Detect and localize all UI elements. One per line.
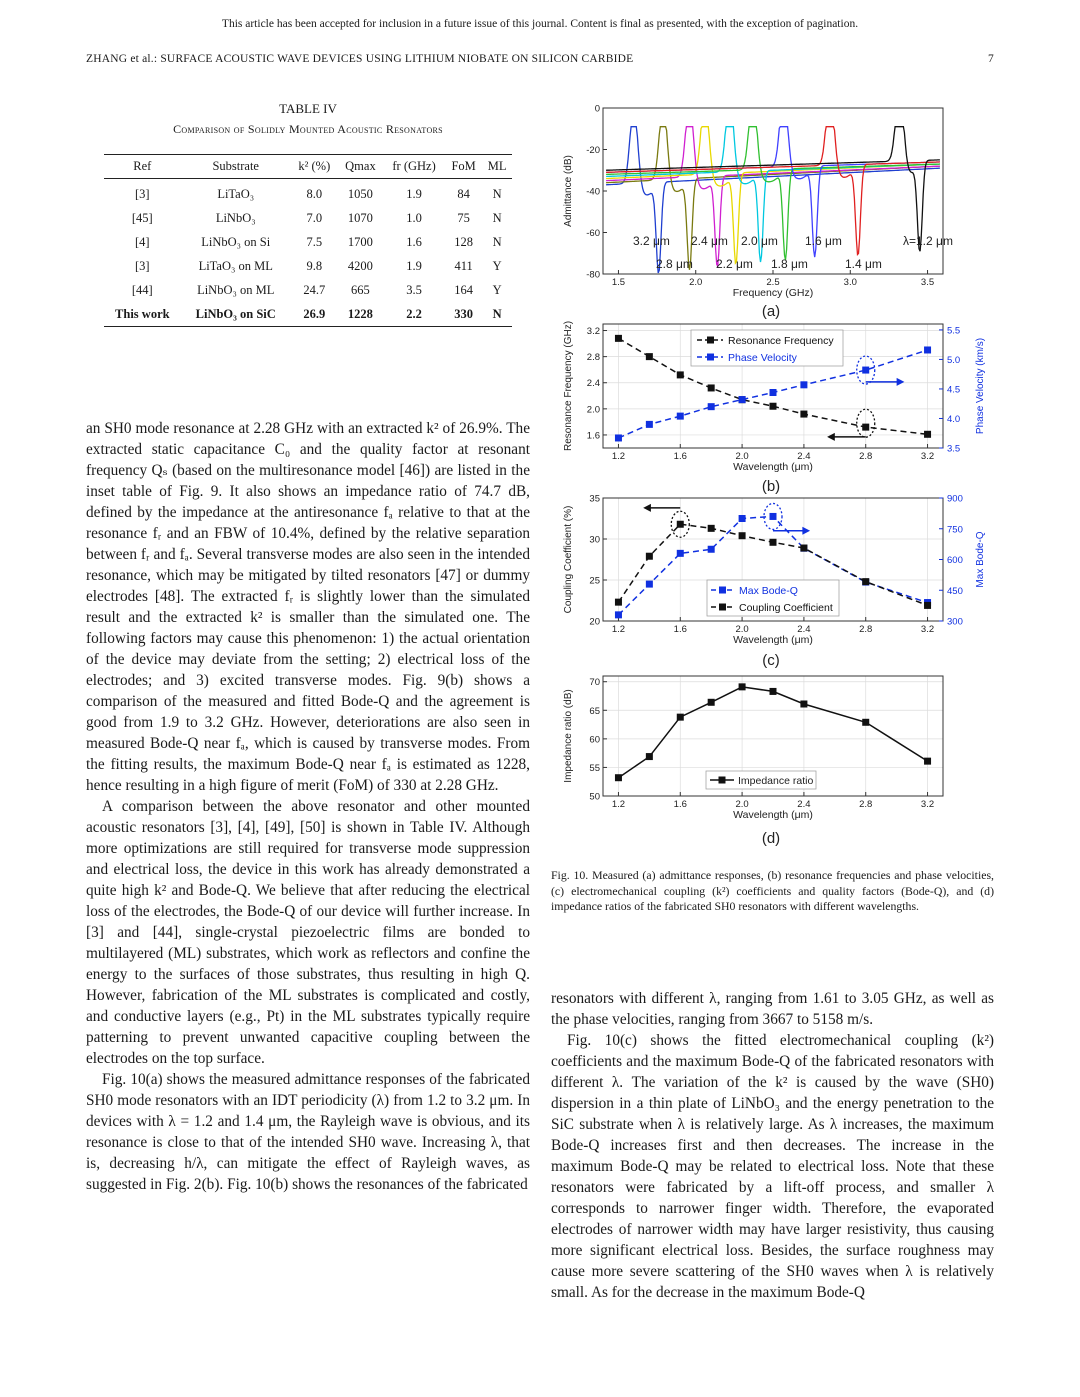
legend-label: Coupling Coefficient [739,602,833,614]
paragraph: Fig. 10(a) shows the measured admittance responses of the fabricated SH0 mode resonators with an IDT periodicity (λ) from 1.2 to 3.2 μm. In devices with λ = 1.2 and 1.4 μm, the Rayleigh wave is obvious, and its resonance is close to that of the intended SH0 wave. Increasing λ, that is, decreasing h/λ, can mitigate the effect of Rayleigh waves, as suggested in Fig. 2(b). Fig. 10(b) shows the resonances of the fabricated [86,1071,530,1193]
data-point [615,611,622,618]
y-right-tick-label: 5.0 [947,354,961,366]
data-point [924,602,931,609]
table-title: Comparison of Solidly Mounted Acoustic Resonators [173,122,443,136]
arrow-head [643,504,651,512]
table-cell: 1.6 [406,234,422,249]
x-tick-label: 2.8 [859,451,873,462]
table-cell: LiTaO₃ on ML [198,258,273,273]
data-point [646,421,653,428]
legend-marker [707,354,714,361]
table-cell: N [482,302,512,327]
data-point [677,714,684,721]
data-point [862,578,869,585]
table-cell: 1050 [347,186,373,201]
panel-label: (b) [761,478,781,495]
y-right-tick-label: 4.5 [947,384,961,396]
table-cell: [4] [135,234,150,249]
legend-label: Max Bode-Q [739,585,798,597]
data-point [739,396,746,403]
data-point [708,699,715,706]
x-axis-label: Wavelength (μm) [733,634,813,646]
data-point [677,413,684,420]
y-right-axis-label: Phase Velocity (km/s) [975,337,986,435]
table-cell: 164 [454,282,473,297]
wavelength-label: 2.0 μm [741,234,778,248]
x-axis-label: Wavelength (μm) [733,809,813,821]
data-point [739,532,746,539]
table-cell: LiNbO₃ [215,210,256,225]
y-tick-label: 65 [589,705,600,717]
table-cell: 7.5 [306,234,323,249]
table-header-cell: fr (GHz) [383,155,445,179]
y-tick-label: 2.8 [586,352,600,364]
data-point [770,389,777,396]
data-point [862,719,869,726]
table-cell: 7.0 [306,210,323,225]
x-tick-label: 2.8 [859,799,873,810]
table-row [104,230,512,254]
data-point [770,688,777,695]
y-tick-label: 50 [589,791,600,803]
table-row [104,254,512,278]
table-cell: [3] [135,258,150,273]
data-point [677,550,684,557]
y-right-tick-label: 4.0 [947,413,961,425]
x-tick-label: 3.2 [920,451,935,462]
table-cell: [3] [135,186,150,201]
x-tick-label: 1.6 [673,799,687,810]
table-cell: 9.8 [306,258,323,273]
arrow-head [802,527,810,535]
table-cell: 26.9 [291,302,338,327]
y-axis-label: Coupling Coefficient (%) [563,505,574,614]
series-line [619,687,928,778]
arrow-head [897,378,905,386]
y-tick-label: 70 [589,677,600,689]
x-tick-label: 1.2 [611,451,626,462]
data-point [862,367,869,374]
data-point [924,346,931,353]
x-tick-label: 3.5 [920,277,935,288]
figure-caption: Fig. 10. Measured (a) admittance responses, (b) resonance frequencies and phase velocities, (c) electromechanical coupling (k²) coefficients and quality factors (Bode-Q), and (d) impedance ratios of the fabricated SH0 resonators with different wavelengths. [551,868,994,913]
panel-label: (c) [762,652,780,669]
x-tick-label: 2.4 [797,624,811,635]
x-tick-label: 2.5 [766,277,780,288]
y-tick-label: 25 [589,575,600,587]
table-cell: 84 [457,186,470,201]
table-cell: [44] [131,282,153,297]
table-cell: 1.9 [406,258,422,273]
table-cell: [45] [131,210,153,225]
table-cell: LiNbO₃ on SiC [181,302,291,327]
table-cell: 24.7 [303,282,326,297]
data-point [800,701,807,708]
y-tick-label: 1.6 [586,430,600,442]
table-cell: 75 [457,210,470,225]
legend-marker [719,777,726,784]
data-point [615,599,622,606]
right-column-text [551,988,994,1303]
y-right-axis-label: Max Bode-Q [975,531,986,588]
wavelength-label: 2.4 μm [691,234,728,248]
table-cell: Y [492,258,502,273]
figure-10 [551,98,994,855]
y-axis-label: Impedance ratio (dB) [563,689,574,783]
y-axis-label: Admittance (dB) [563,155,574,227]
y-tick-label: 0 [594,103,600,115]
wavelength-label: 1.8 μm [771,257,808,271]
data-point [800,381,807,388]
paragraph: resonators with different λ, ranging from 1.61 to 3.05 GHz, as well as the phase velocities, ranging from 3667 to 5158 m/s. [551,990,994,1028]
x-tick-label: 2.8 [859,624,873,635]
table-cell: 1070 [347,210,373,225]
table-cell: 128 [454,234,473,249]
wavelength-label: 2.2 μm [716,257,753,271]
data-point [770,539,777,546]
x-tick-label: 2.4 [797,799,811,810]
y-tick-label: -80 [586,269,600,281]
wavelength-label: 2.8 μm [656,257,693,271]
x-tick-label: 1.2 [611,624,626,635]
data-point [924,758,931,765]
legend-label: Phase Velocity [728,352,797,364]
table-row [104,206,512,230]
panel-label: (d) [761,830,781,847]
x-tick-label: 2.0 [689,277,703,288]
x-axis-label: Frequency (GHz) [732,287,814,299]
x-tick-label: 1.5 [611,277,626,288]
table-cell: 1.9 [406,186,422,201]
table-header-cell: Substrate [181,155,291,179]
y-right-tick-label: 5.5 [947,325,961,337]
table-cell: N [492,210,502,225]
paragraph: A comparison between the above resonator and other mounted acoustic resonators [3], [4], [49], [50] is shown in Table IV. Although more optimizations are still required for transverse mode suppression and electrical loss, the device in this work has already demonstrated a quite high k² and Bode-Q. We believe that after reducing the electrical loss of the electrodes, the Bode-Q of our device will further increase. In [3] and [44], single-crystal piezoelectric films are bonded to multilayered (ML) substrates, which work as reflectors and confine the energy to the surfaces of those substrates, thus resulting in high Q. However, fabrication of the ML substrates is complicated and costly, and conductive layers (e.g., Pt) in the ML substrates typically require patterning to prevent unwanted capacitive coupling between the electrodes on the top surface. [86,798,530,1067]
data-point [770,403,777,410]
y-tick-label: 60 [589,734,600,746]
x-tick-label: 1.6 [673,624,687,635]
paragraph: Fig. 10(c) shows the fitted electromechanical coupling (k²) coefficients and the maximum Bode-Q of the fabricated resonators with different λ. The variation of the k² is caused by the wave (SH0) dispersion in a thin plate of LiNbO₃ and the energy penetration to the SiC substrate when λ is relatively large. As λ increases, the maximum Bode-Q increases first and then decreases. The increase in the maximum Bode-Q may be related to electrical loss. Note that these resonators were fabricated by a lift-off process, and smaller λ corresponds to narrower finger width. Therefore, the evaporated electrodes of narrower width may have larger resistivity, thus causing more significant electrical loss. Besides, the surface roughness may cause more severe scattering of the SH0 waves when λ is relatively small. As for the decrease in the maximum Bode-Q [551,1032,994,1301]
panel-label: (a) [761,303,781,320]
figure-10-svg [551,98,994,850]
plot-frame [603,108,943,274]
x-axis-label: Wavelength (μm) [733,461,813,473]
x-tick-label: 3.2 [920,624,935,635]
data-point [646,553,653,560]
table-cell: 665 [351,282,370,297]
arrow-head [827,433,835,441]
table-header-cell: FoM [445,155,482,179]
y-tick-label: -60 [586,228,600,239]
data-point [677,371,684,378]
table-cell: 1228 [338,302,383,327]
table-row [104,179,512,207]
y-tick-label: 2.0 [586,404,600,416]
admittance-curve [606,127,940,273]
data-point [708,525,715,532]
table-cell: LiNbO₃ on Si [201,234,271,249]
comparison-table [104,154,512,327]
data-point [739,683,746,690]
data-point [646,581,653,588]
y-tick-label: -20 [586,145,600,156]
y-right-tick-label: 3.5 [947,443,961,455]
table-cell: N [492,234,502,249]
y-right-tick-label: 450 [947,585,963,597]
table-label: TABLE IV [279,101,337,116]
table-cell: N [492,186,502,201]
data-point [770,513,777,520]
y-right-tick-label: 900 [947,493,963,505]
data-point [646,753,653,760]
legend-label: Impedance ratio [738,775,814,787]
table-cell: 330 [445,302,482,327]
data-point [708,384,715,391]
table-row [104,302,512,327]
legend-marker [707,337,714,344]
y-axis-label: Resonance Frequency (GHz) [563,320,574,452]
data-point [615,335,622,342]
data-point [708,403,715,410]
data-point [615,774,622,781]
y-tick-label: 30 [589,534,600,546]
y-tick-label: 55 [589,762,600,774]
x-tick-label: 3.2 [920,799,935,810]
data-point [708,546,715,553]
table-header-cell: Qmax [338,155,383,179]
data-point [739,515,746,522]
table-cell: 1.0 [406,210,422,225]
data-point [800,411,807,418]
data-point [677,521,684,528]
table-cell: 411 [454,258,473,273]
accepted-notice: This article has been accepted for inclusion in a future issue of this journal. Content is final as presented, with the exception of pagination. [221,18,859,30]
table-cell: 4200 [347,258,373,273]
data-point [800,545,807,552]
legend-marker [719,587,726,594]
data-point [924,431,931,438]
table-cell: LiTaO₃ [217,186,255,201]
table-cell: LiNbO₃ on ML [197,282,275,297]
table-cell: 8.0 [306,186,323,201]
page-number: 7 [988,53,994,65]
table-cell: This work [104,302,181,327]
table-cell: 3.5 [406,282,422,297]
wavelength-label: λ=1.2 μm [903,234,953,248]
y-tick-label: -40 [586,186,600,198]
running-title: ZHANG et al.: SURFACE ACOUSTIC WAVE DEVICES USING LITHIUM NIOBATE ON SILICON CARBIDE [86,53,634,65]
y-right-tick-label: 750 [947,524,963,536]
table-header-cell: ML [482,155,512,179]
table-header-cell: Ref [104,155,181,179]
x-tick-label: 2.0 [735,624,749,635]
data-point [615,434,622,441]
x-tick-label: 1.6 [673,451,687,462]
running-header [86,53,994,65]
y-tick-label: 2.4 [586,378,600,390]
x-tick-label: 2.0 [735,451,749,462]
table-header-cell: k² (%) [291,155,338,179]
x-tick-label: 2.4 [797,451,811,462]
y-tick-label: 3.2 [586,326,600,338]
table-row [104,278,512,302]
table-cell: 2.2 [383,302,445,327]
data-point [646,353,653,360]
table-cell: Y [492,282,502,297]
wavelength-label: 1.4 μm [845,257,882,271]
x-tick-label: 1.2 [611,799,626,810]
table-cell: 1700 [347,234,373,249]
wavelength-label: 1.6 μm [805,234,842,248]
x-tick-label: 3.0 [843,277,857,288]
y-tick-label: 20 [589,616,600,628]
legend-marker [719,604,726,611]
wavelength-label: 3.2 μm [633,234,670,248]
legend-label: Resonance Frequency [728,335,834,347]
y-right-tick-label: 600 [947,555,963,566]
y-tick-label: 35 [589,493,600,505]
data-point [862,424,869,431]
paragraph: an SH0 mode resonance at 2.28 GHz with an extracted k² of 26.9%. The extracted static capacitance C₀ and the quality factor at resonant frequency Qₛ (based on the multiresonance model [46]) are listed in the inset table of Fig. 9. It also shows an impedance ratio of 74.7 dB, defined by the impedance at the antiresonance fₐ relative to that at the resonance fᵣ and an FBW of 10.4%, defined by the relative separation between fᵣ and fₐ. Several transverse modes are also seen in the intended resonance, which may be mitigated by tilted resonators [47] or dummy electrodes [48]. The extracted fᵣ is slightly lower than the simulated result and the extracted k² is smaller than the simulated one. The following factors may cause this phenomenon: 1) the actual orientation of the device may deviate from the setting; 2) electrical loss of the electrodes; and 3) excited transverse modes. Fig. 9(b) shows a comparison of the measured and fitted Bode-Q and the agreement is good from 1.9 to 3.2 GHz. However, deteriorations are also seen in measured Bode-Q near fₐ, which is caused by transverse modes. From the fitting results, the maximum Bode-Q near fₐ is estimated as 1228, hence resulting in a high figure of merit (FoM) of 330 at 2.28 GHz. [86,420,530,794]
y-right-tick-label: 300 [947,616,963,628]
left-column-text [86,418,530,1195]
x-tick-label: 2.0 [735,799,749,810]
